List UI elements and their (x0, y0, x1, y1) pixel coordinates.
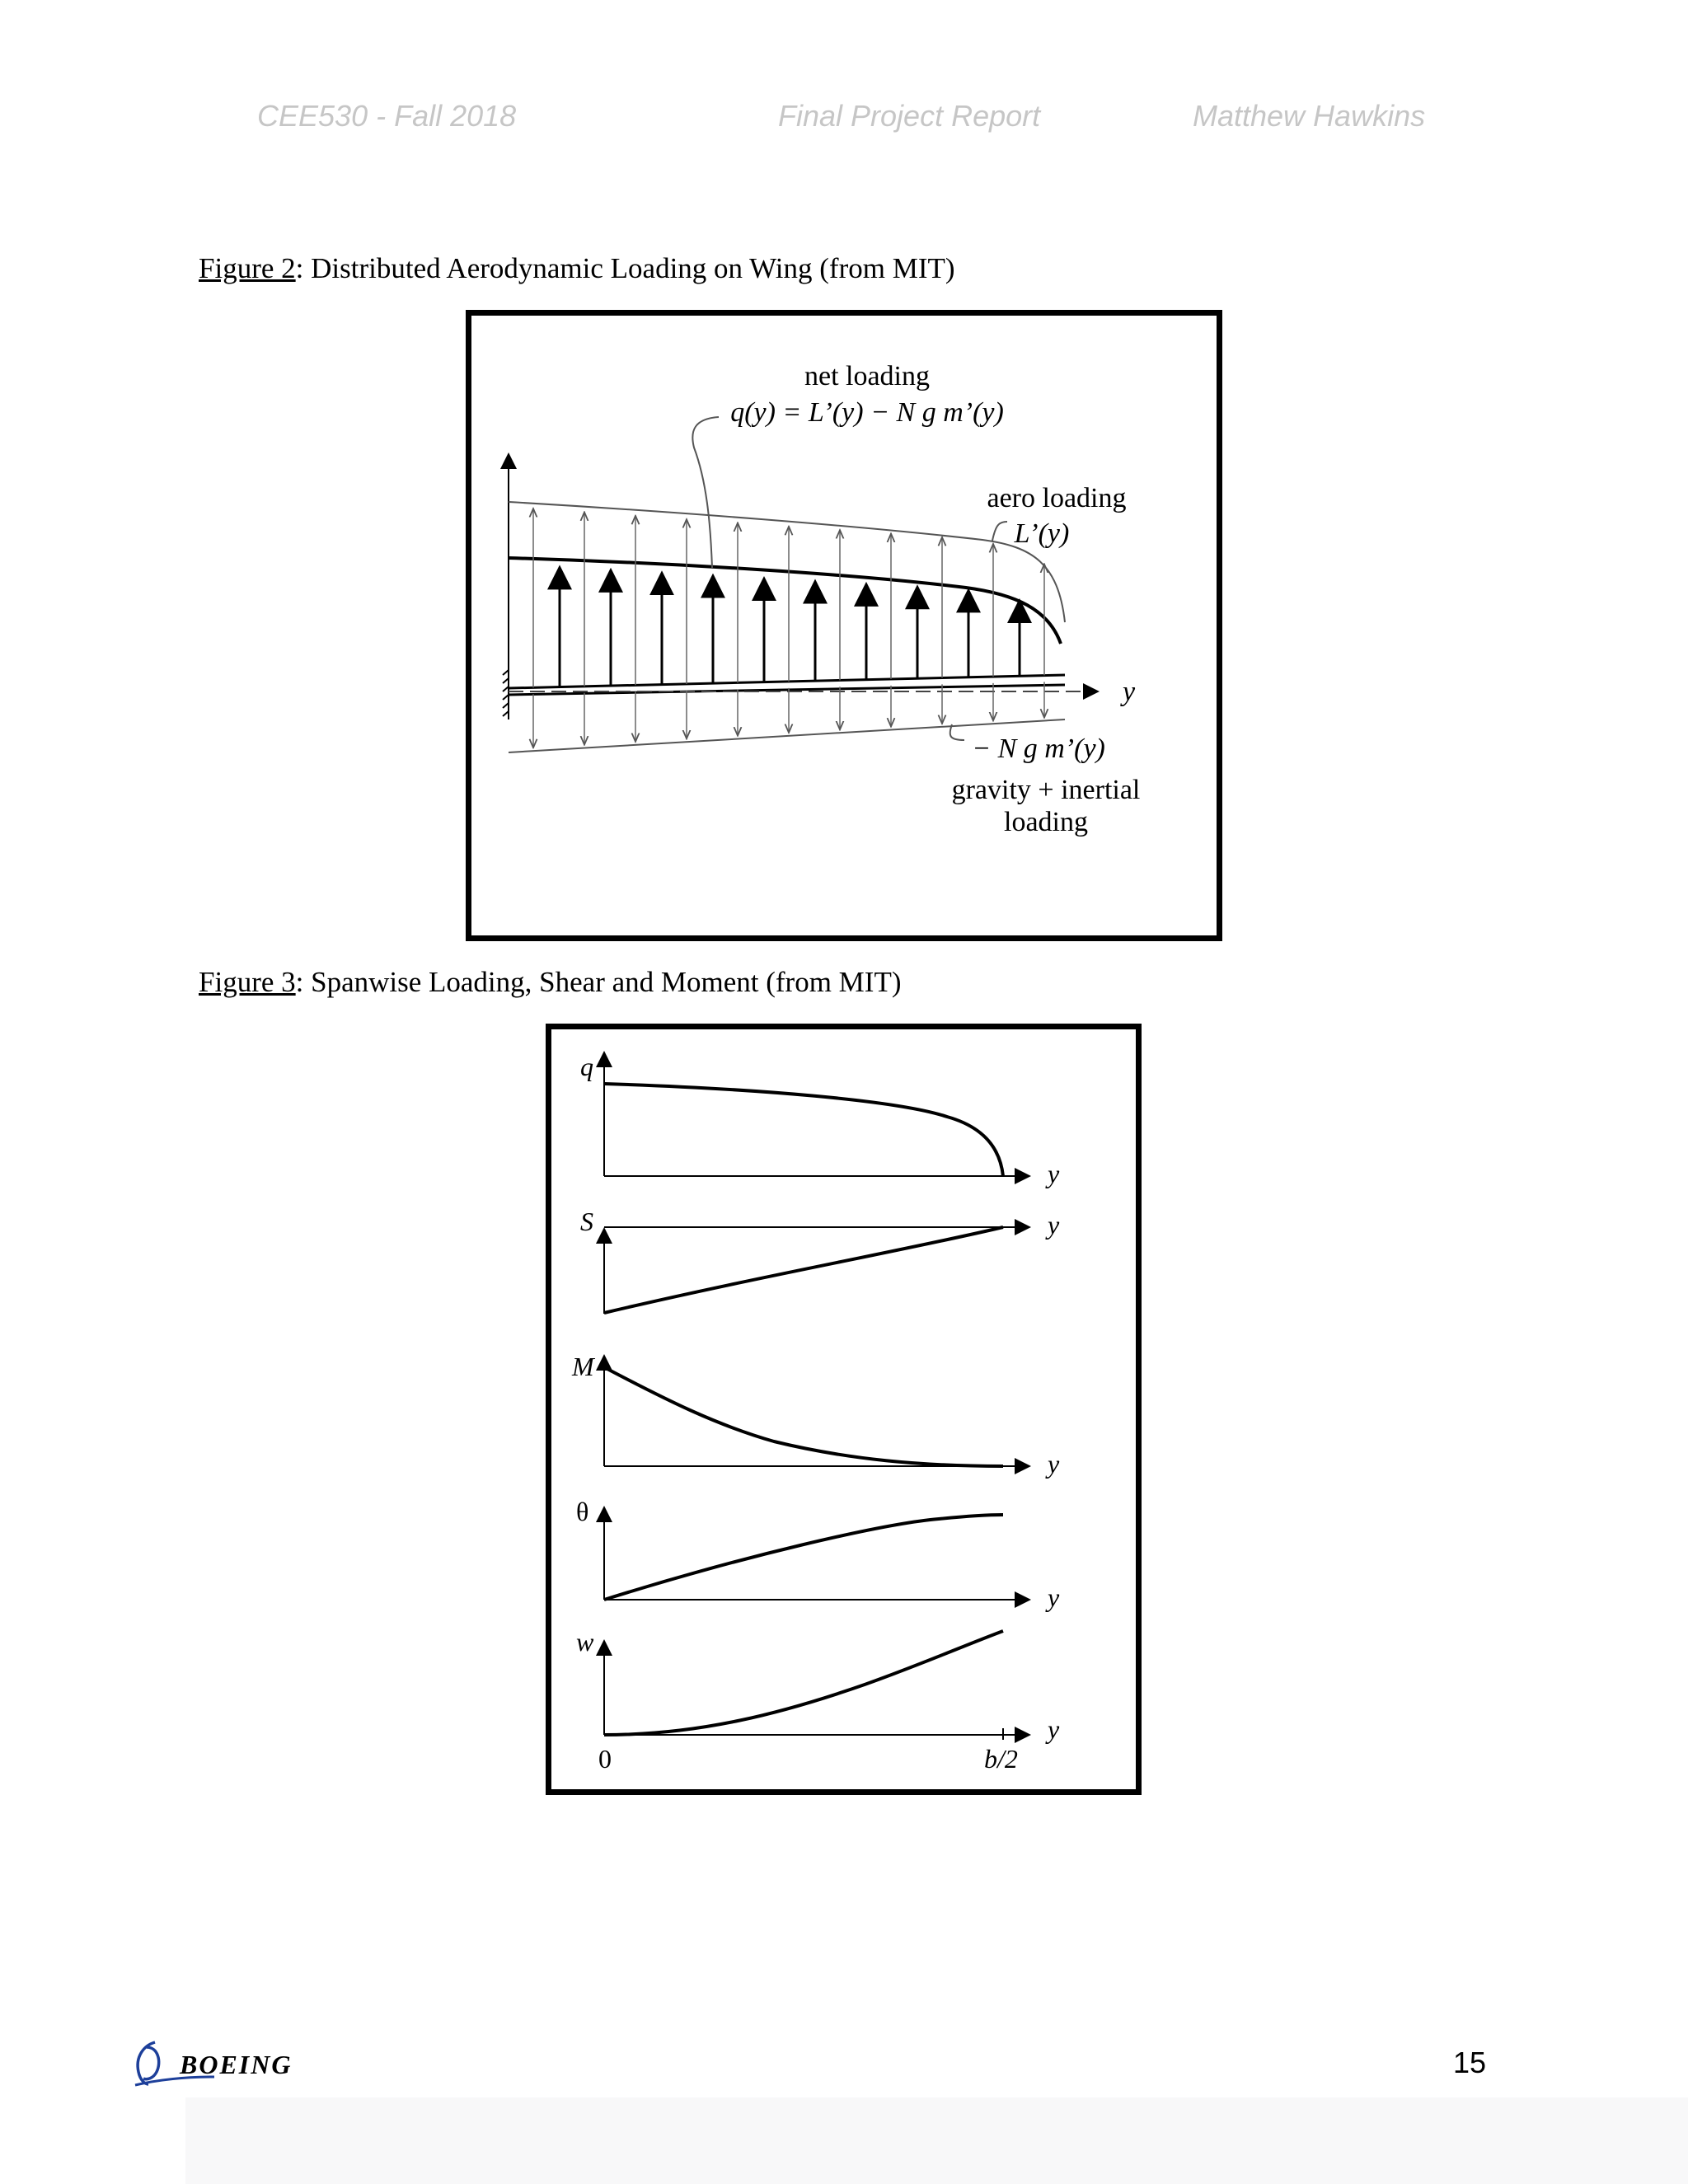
theta-axis-label: y (1048, 1582, 1060, 1612)
net-loading-label: net loading (804, 361, 931, 391)
figure3-caption-text: : Spanwise Loading, Shear and Moment (from MIT) (295, 966, 902, 998)
shear-plot (580, 1207, 1060, 1314)
theta-label: θ (576, 1497, 589, 1526)
w-axis-label: y (1048, 1714, 1060, 1744)
footer-strip (185, 2097, 1688, 2184)
m-label: M (572, 1352, 594, 1381)
x-end-label: b/2 (984, 1744, 1018, 1774)
s-label: S (580, 1207, 593, 1236)
gravity-label-line2: loading (1004, 807, 1088, 837)
net-loading-curve (509, 558, 1061, 644)
figure2-caption-text: : Distributed Aerodynamic Loading on Wing (from MIT) (295, 252, 955, 284)
root-clamp-hatch (503, 670, 509, 719)
boeing-logo (132, 2039, 330, 2093)
s-axis-label: y (1048, 1210, 1060, 1240)
gravity-formula: − N g m’(y) (972, 733, 1105, 764)
net-leader (692, 417, 719, 568)
boeing-logo-mark (132, 2039, 330, 2088)
aero-loading-label: aero loading (987, 483, 1127, 513)
header-course: CEE530 - Fall 2018 (257, 99, 517, 133)
q-label: q (580, 1052, 593, 1081)
q-plot (580, 1052, 1060, 1188)
figure2-number: Figure 2 (199, 252, 296, 284)
figure2-diagram (471, 316, 1217, 935)
figure2-frame (466, 310, 1222, 941)
header-title: Final Project Report (778, 99, 1041, 133)
gravity-label-line1: gravity + inertial (951, 775, 1141, 805)
moment-plot (571, 1352, 1060, 1479)
w-label: w (576, 1627, 594, 1657)
page-number: 15 (1452, 2046, 1486, 2079)
deflection-plot (576, 1627, 1060, 1774)
figure3-caption (199, 966, 902, 999)
boeing-wordmark: BOEING (180, 2050, 293, 2079)
load-arrows (533, 509, 1044, 748)
m-axis-label: y (1048, 1449, 1060, 1479)
figure3-frame (546, 1024, 1142, 1795)
net-loading-formula: q(y) = L’(y) − N g m’(y) (730, 397, 1004, 428)
theta-plot (576, 1497, 1060, 1612)
aero-leader (992, 522, 1007, 541)
figure3-number: Figure 3 (199, 966, 296, 998)
header-author: Matthew Hawkins (1193, 99, 1426, 133)
figure2-caption (199, 252, 955, 285)
q-axis-label: y (1048, 1159, 1060, 1188)
figure3-diagram (551, 1029, 1136, 1789)
x-start-label: 0 (598, 1744, 612, 1774)
y-axis-label: y (1123, 677, 1136, 707)
aero-loading-formula: L’(y) (1014, 518, 1070, 549)
